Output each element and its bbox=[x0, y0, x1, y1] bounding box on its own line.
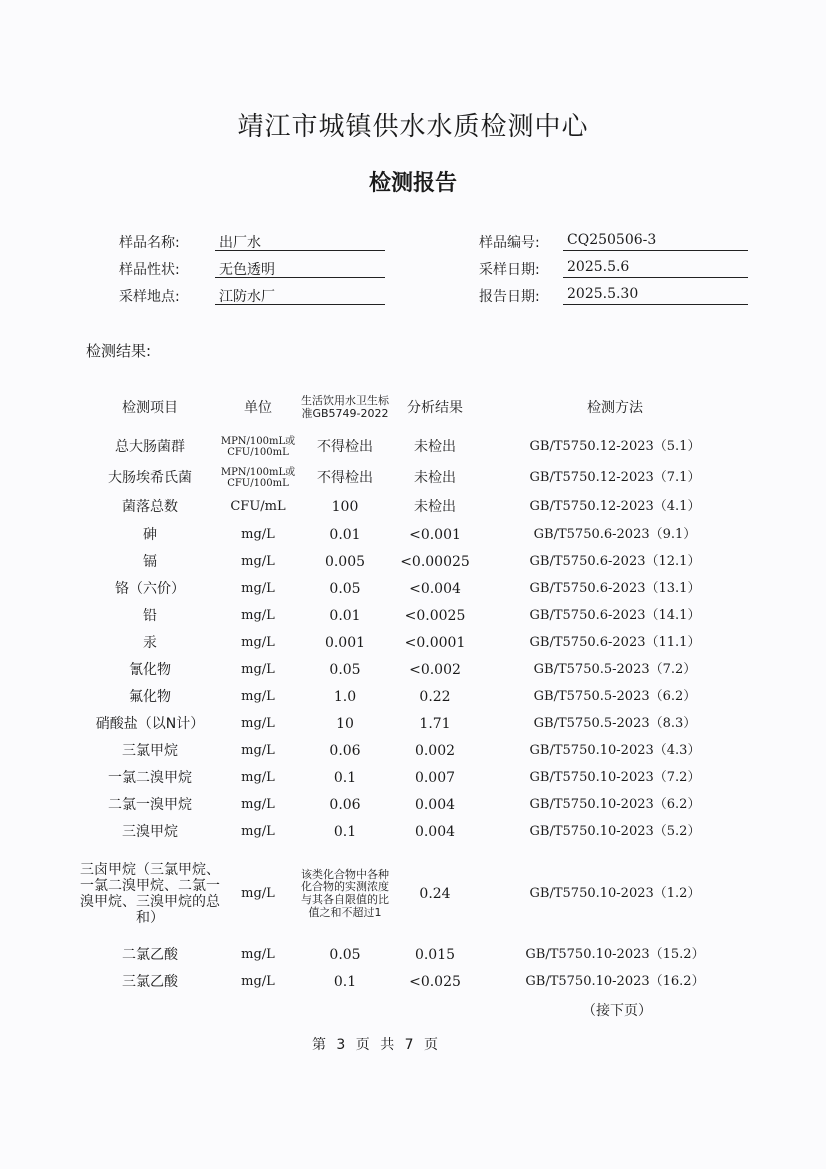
sampling-date-label: 采样日期: bbox=[479, 262, 540, 278]
row-17-standard: 0.05 bbox=[329, 946, 361, 963]
row-11-result: 1.71 bbox=[419, 715, 451, 732]
row-3-method: GB/T5750.12-2023（4.1） bbox=[529, 498, 701, 514]
row-2-unit: MPN/100mL或CFU/100mL bbox=[220, 466, 296, 489]
row-4-unit: mg/L bbox=[241, 526, 275, 542]
row-18-item: 三氯乙酸 bbox=[122, 973, 178, 990]
row-5-standard: 0.005 bbox=[324, 553, 366, 570]
row-8-standard: 0.001 bbox=[324, 634, 366, 651]
row-14-method: GB/T5750.10-2023（6.2） bbox=[529, 796, 701, 812]
row-16-method: GB/T5750.10-2023（1.2） bbox=[529, 885, 701, 901]
org-title: 靖江市城镇供水水质检测中心 bbox=[237, 112, 589, 142]
row-9-item: 氰化物 bbox=[129, 661, 171, 678]
row-3-standard: 100 bbox=[331, 498, 359, 515]
row-15-method: GB/T5750.10-2023（5.2） bbox=[529, 823, 701, 839]
row-16-unit: mg/L bbox=[241, 885, 275, 901]
row-10-method: GB/T5750.5-2023（6.2） bbox=[533, 688, 697, 704]
row-1-method: GB/T5750.12-2023（5.1） bbox=[529, 438, 701, 454]
row-7-method: GB/T5750.6-2023（14.1） bbox=[529, 607, 701, 623]
row-5-method: GB/T5750.6-2023（12.1） bbox=[529, 553, 701, 569]
row-4-standard: 0.01 bbox=[329, 526, 361, 543]
row-6-result: <0.004 bbox=[409, 580, 461, 597]
row-7-standard: 0.01 bbox=[329, 607, 361, 624]
row-12-item: 三氯甲烷 bbox=[122, 742, 178, 759]
header-result: 分析结果 bbox=[407, 399, 463, 416]
report-date-row bbox=[479, 286, 751, 308]
row-8-result: <0.0001 bbox=[404, 634, 466, 651]
row-8-item: 汞 bbox=[143, 634, 157, 651]
row-4-result: <0.001 bbox=[409, 526, 461, 543]
row-13-result: 0.007 bbox=[414, 769, 456, 786]
row-7-unit: mg/L bbox=[241, 607, 275, 623]
row-7-item: 铅 bbox=[143, 607, 157, 624]
report-date-value: 2025.5.30 bbox=[563, 286, 748, 305]
row-11-item: 硝酸盐（以N计） bbox=[95, 715, 205, 732]
row-14-unit: mg/L bbox=[241, 796, 275, 812]
row-5-result: <0.00025 bbox=[400, 553, 470, 570]
row-13-unit: mg/L bbox=[241, 769, 275, 785]
row-4-item: 砷 bbox=[143, 526, 157, 543]
row-13-method: GB/T5750.10-2023（7.2） bbox=[529, 769, 701, 785]
header-unit: 单位 bbox=[244, 399, 272, 416]
row-17-method: GB/T5750.10-2023（15.2） bbox=[525, 946, 705, 962]
row-2-item: 大肠埃希氏菌 bbox=[108, 469, 192, 486]
row-12-unit: mg/L bbox=[241, 742, 275, 758]
sample-name-label: 样品名称: bbox=[119, 235, 180, 251]
header-standard: 生活饮用水卫生标准GB5749-2022 bbox=[301, 394, 389, 420]
row-13-standard: 0.1 bbox=[333, 769, 357, 786]
row-15-result: 0.004 bbox=[414, 823, 456, 840]
row-18-result: <0.025 bbox=[409, 973, 461, 990]
header-item: 检测项目 bbox=[122, 399, 178, 416]
sample-number-value: CQ250506-3 bbox=[563, 232, 748, 251]
row-8-method: GB/T5750.6-2023（11.1） bbox=[529, 634, 701, 650]
row-6-item: 铬（六价） bbox=[115, 580, 185, 597]
row-12-method: GB/T5750.10-2023（4.3） bbox=[529, 742, 701, 758]
sampling-site-label: 采样地点: bbox=[119, 289, 180, 305]
results-label: 检测结果: bbox=[86, 342, 152, 360]
row-6-unit: mg/L bbox=[241, 580, 275, 596]
row-6-method: GB/T5750.6-2023（13.1） bbox=[529, 580, 701, 596]
page-number: 第 3 页 共 7 页 bbox=[311, 1037, 439, 1053]
row-17-item: 二氯乙酸 bbox=[122, 946, 178, 963]
sampling-date-row bbox=[479, 259, 751, 281]
row-14-result: 0.004 bbox=[414, 796, 456, 813]
sample-name-value: 出厂水 bbox=[215, 232, 385, 251]
row-17-unit: mg/L bbox=[241, 946, 275, 962]
header-method: 检测方法 bbox=[587, 399, 643, 416]
row-2-method: GB/T5750.12-2023（7.1） bbox=[529, 469, 701, 485]
row-10-standard: 1.0 bbox=[333, 688, 357, 705]
row-18-method: GB/T5750.10-2023（16.2） bbox=[525, 973, 705, 989]
row-15-unit: mg/L bbox=[241, 823, 275, 839]
row-5-unit: mg/L bbox=[241, 553, 275, 569]
row-16-result: 0.24 bbox=[419, 885, 451, 902]
row-1-item: 总大肠菌群 bbox=[115, 438, 185, 455]
row-15-item: 三溴甲烷 bbox=[122, 823, 178, 840]
row-1-standard: 不得检出 bbox=[317, 438, 373, 455]
sample-name-row bbox=[119, 232, 389, 254]
row-10-item: 氟化物 bbox=[129, 688, 171, 705]
row-11-unit: mg/L bbox=[241, 715, 275, 731]
row-14-item: 二氯一溴甲烷 bbox=[108, 796, 192, 813]
row-13-item: 一氯二溴甲烷 bbox=[108, 769, 192, 786]
row-16-item: 三卤甲烷（三氯甲烷、一氯二溴甲烷、二氯一溴甲烷、三溴甲烷的总和） bbox=[80, 861, 220, 927]
sample-appearance-label: 样品性状: bbox=[119, 262, 180, 278]
sample-number-row bbox=[479, 232, 751, 254]
row-6-standard: 0.05 bbox=[329, 580, 361, 597]
sample-appearance-value: 无色透明 bbox=[215, 259, 385, 278]
row-17-result: 0.015 bbox=[414, 946, 456, 963]
report-date-label: 报告日期: bbox=[479, 289, 540, 305]
row-12-result: 0.002 bbox=[414, 742, 456, 759]
row-1-unit: MPN/100mL或CFU/100mL bbox=[220, 435, 296, 458]
row-3-item: 菌落总数 bbox=[122, 498, 178, 515]
row-18-unit: mg/L bbox=[241, 973, 275, 989]
row-9-unit: mg/L bbox=[241, 661, 275, 677]
row-1-result: 未检出 bbox=[414, 438, 456, 455]
row-11-standard: 10 bbox=[336, 715, 354, 732]
row-2-standard: 不得检出 bbox=[317, 469, 373, 486]
row-5-item: 镉 bbox=[143, 553, 157, 570]
row-11-method: GB/T5750.5-2023（8.3） bbox=[533, 715, 697, 731]
sampling-date-value: 2025.5.6 bbox=[563, 259, 748, 278]
row-3-unit: CFU/mL bbox=[230, 498, 286, 514]
row-10-result: 0.22 bbox=[419, 688, 451, 705]
row-4-method: GB/T5750.6-2023（9.1） bbox=[533, 526, 697, 542]
row-16-standard: 该类化合物中各种化合物的实测浓度与其各自限值的比值之和不超过1 bbox=[301, 867, 389, 919]
row-2-result: 未检出 bbox=[414, 469, 456, 486]
sample-number-label: 样品编号: bbox=[479, 235, 540, 251]
row-10-unit: mg/L bbox=[241, 688, 275, 704]
row-9-standard: 0.05 bbox=[329, 661, 361, 678]
sampling-site-row bbox=[119, 286, 389, 308]
sample-appearance-row bbox=[119, 259, 389, 281]
row-3-result: 未检出 bbox=[414, 498, 456, 515]
row-14-standard: 0.06 bbox=[329, 796, 361, 813]
row-18-standard: 0.1 bbox=[333, 973, 357, 990]
row-7-result: <0.0025 bbox=[404, 607, 466, 624]
report-title: 检测报告 bbox=[368, 171, 457, 196]
row-8-unit: mg/L bbox=[241, 634, 275, 650]
row-15-standard: 0.1 bbox=[333, 823, 357, 840]
row-12-standard: 0.06 bbox=[329, 742, 361, 759]
sampling-site-value: 江防水厂 bbox=[215, 286, 385, 305]
row-9-method: GB/T5750.5-2023（7.2） bbox=[533, 661, 697, 677]
row-9-result: <0.002 bbox=[409, 661, 461, 678]
continued-note: （接下页） bbox=[582, 1003, 652, 1019]
